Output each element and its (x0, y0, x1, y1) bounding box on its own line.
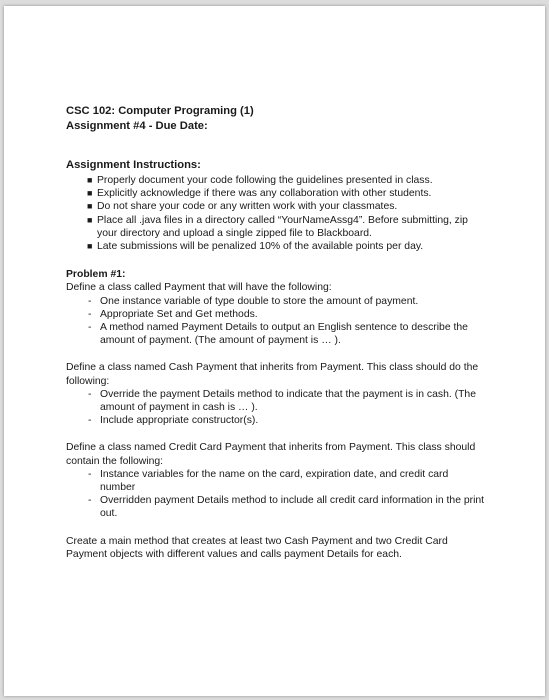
instruction-text: Place all .java files in a directory called “YourNameAssg4”. Before submitting, zip your directory and upload a single zipped file to Blackboard. (97, 214, 468, 239)
list-item (66, 187, 486, 200)
list-item (66, 388, 486, 414)
requirement-text: Overridden payment Details method to include all credit card information in the print out. (100, 495, 485, 520)
instructions-list (66, 174, 486, 253)
list-item (66, 308, 486, 321)
instructions-heading: Assignment Instructions: (66, 159, 201, 171)
requirement-text: Appropriate Set and Get methods. (100, 308, 258, 320)
cash-payment-intro: Define a class named Cash Payment that inherits from Payment. This class should do the following: (66, 362, 479, 387)
dash-icon: - (88, 495, 92, 507)
instruction-text: Late submissions will be penalized 10% of the available points per day. (97, 241, 424, 253)
credit-card-payment-intro: Define a class named Credit Card Payment that inherits from Payment. This class should contain the following: (66, 442, 476, 467)
document-page (4, 6, 545, 696)
dash-icon: - (88, 388, 92, 400)
dash-icon: - (88, 322, 92, 334)
list-item (66, 414, 486, 427)
list-item (66, 295, 486, 308)
list-item (66, 174, 486, 187)
list-item (66, 214, 486, 240)
dash-icon: - (88, 415, 92, 427)
bullet-icon: ■ (87, 175, 93, 185)
requirement-text: One instance variable of type double to store the amount of payment. (100, 295, 419, 307)
main-method-paragraph: Create a main method that creates at least two Cash Payment and two Credit Card Payment objects with different values and calls payment Details for each. (66, 535, 448, 560)
instruction-text: Explicitly acknowledge if there was any collaboration with other students. (97, 188, 432, 200)
bullet-icon: ■ (87, 241, 93, 252)
instruction-text: Properly document your code following the guidelines presented in class. (97, 175, 433, 186)
requirement-text: Include appropriate constructor(s). (100, 415, 259, 427)
assignment-title: Assignment #4 - Due Date: (66, 120, 208, 132)
requirement-text: A method named Payment Details to output an English sentence to describe the amount of payment. (The amount of payment is … ). (100, 322, 468, 347)
payment-class-intro: Define a class called Payment that will have the following: (66, 282, 332, 294)
problem-heading: Problem #1: (66, 269, 126, 281)
dash-icon: - (88, 468, 92, 480)
list-item (66, 240, 486, 253)
dash-icon: - (88, 308, 92, 320)
bullet-icon: ■ (87, 214, 93, 225)
list-item (66, 494, 486, 520)
payment-requirements-list (66, 295, 486, 348)
list-item (66, 200, 486, 213)
bullet-icon: ■ (87, 201, 93, 212)
course-title: CSC 102: Computer Programing (1) (66, 105, 254, 117)
instruction-text: Do not share your code or any written work with your classmates. (97, 201, 398, 213)
document-content (66, 104, 486, 561)
list-item (66, 321, 486, 347)
cash-requirements-list (66, 388, 486, 428)
list-item (66, 468, 486, 494)
bullet-icon: ■ (87, 188, 93, 199)
requirement-text: Override the payment Details method to indicate that the payment is in cash. (The amount of payment in cash is … ). (100, 388, 476, 414)
credit-requirements-list (66, 468, 486, 521)
requirement-text: Instance variables for the name on the card, expiration date, and credit card number (100, 468, 449, 494)
dash-icon: - (88, 295, 92, 307)
